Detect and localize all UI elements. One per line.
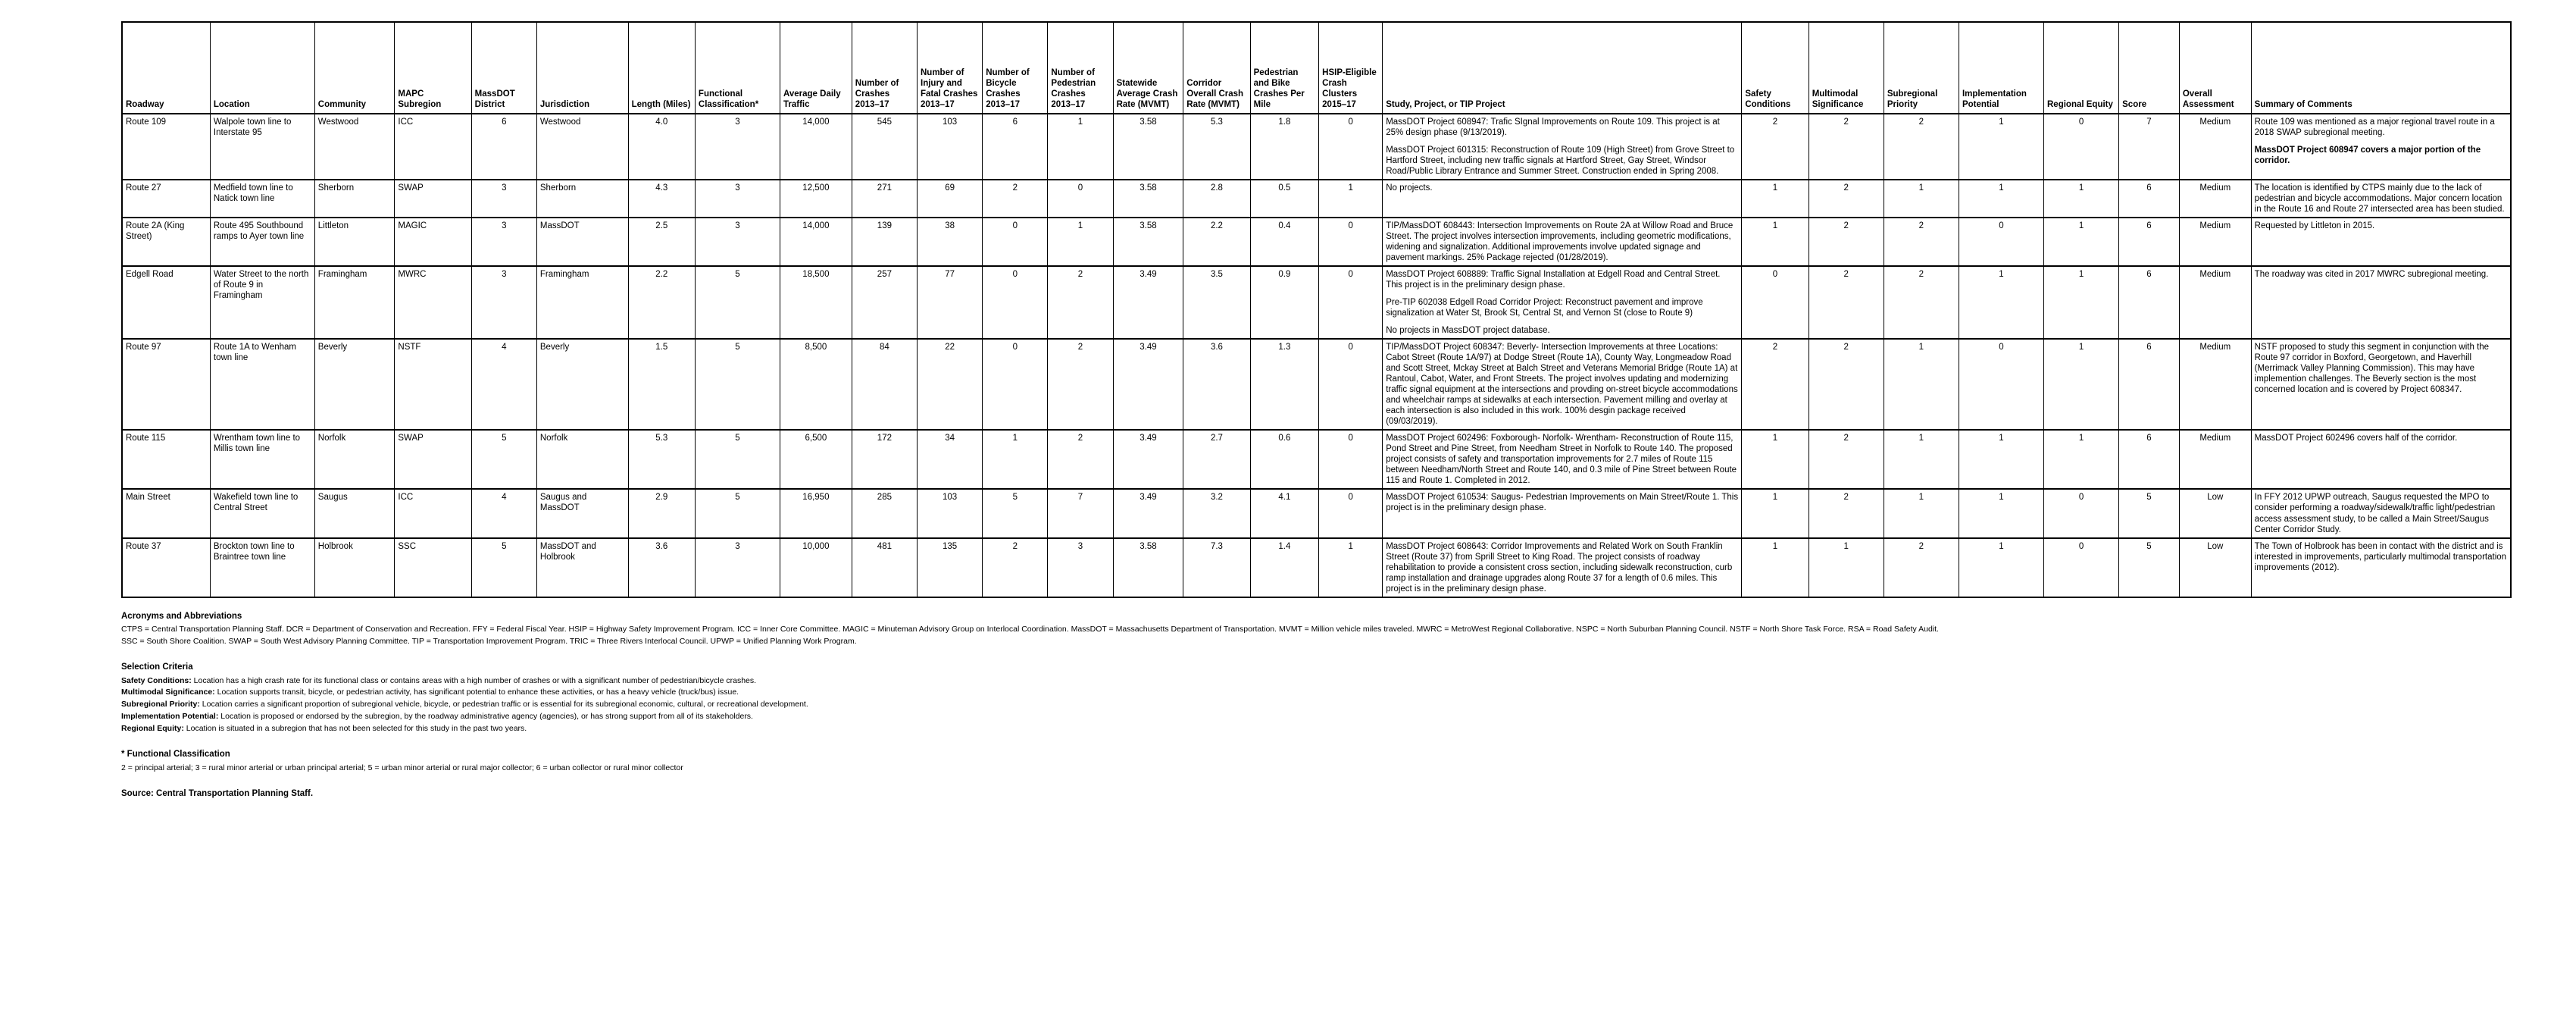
col-header-implementation-potential: Implementation Potential <box>1959 22 2043 114</box>
comment-paragraph: MassDOT Project 608947 covers a major portion of the corridor. <box>2254 146 2481 166</box>
cell-subregion: MWRC <box>395 266 471 339</box>
cell-hsip-clusters: 0 <box>1319 339 1383 430</box>
cell-pedbike-per-mile: 1.8 <box>1250 114 1319 180</box>
cell-bicycle: 6 <box>983 114 1048 180</box>
cell-pedbike-per-mile: 1.4 <box>1250 538 1319 597</box>
criterion-label: Safety Conditions: <box>121 675 192 685</box>
cell-safety: 1 <box>1742 538 1809 597</box>
cell-hsip-clusters: 0 <box>1319 114 1383 180</box>
cell-pedestrian: 2 <box>1048 430 1113 489</box>
cell-location: Walpole town line to Interstate 95 <box>210 114 314 180</box>
cell-corridor-rate: 5.3 <box>1183 114 1250 180</box>
cell-jurisdiction: Norfolk <box>536 430 628 489</box>
cell-roadway: Route 2A (King Street) <box>122 218 210 266</box>
col-header-average-daily-traffic: Average Daily Traffic <box>780 22 852 114</box>
cell-injury-fatal: 103 <box>918 114 983 180</box>
cell-multimodal: 2 <box>1809 339 1884 430</box>
project-paragraph: MassDOT Project 602496: Foxborough- Norfolk- Wrentham- Reconstruction of Route 115, Pond Street and Pine Street, from Needham Street in Norfolk to Route 140. The proposed project consists of safety and transportation improvements for 2.7 miles of Route 115 between Needham/North Street and Route 140, and 0.3 mile of Pine Street between Route 115 and Route 1. Completed in 2012. <box>1386 434 1737 486</box>
cell-injury-fatal: 103 <box>918 489 983 537</box>
col-header-pedestrian-crashes: Number of Pedestrian Crashes 2013–17 <box>1048 22 1113 114</box>
col-header-roadway: Roadway <box>122 22 210 114</box>
cell-subpriority: 1 <box>1884 180 1959 218</box>
comment-paragraph: Route 109 was mentioned as a major regional travel route in a 2018 SWAP subregional meeting. <box>2254 117 2495 138</box>
cell-district: 5 <box>471 538 536 597</box>
cell-func-class: 5 <box>695 339 780 430</box>
cell-overall: Medium <box>2179 339 2251 430</box>
col-header-regional-equity: Regional Equity <box>2044 22 2119 114</box>
cell-statewide-rate: 3.49 <box>1113 339 1183 430</box>
cell-jurisdiction: MassDOT <box>536 218 628 266</box>
cell-summary-of-comments <box>2251 266 2511 339</box>
source-line: Source: Central Transportation Planning Staff. <box>121 789 314 799</box>
cell-subpriority: 2 <box>1884 538 1959 597</box>
cell-location: Route 495 Southbound ramps to Ayer town line <box>210 218 314 266</box>
criterion-label: Subregional Priority: <box>121 700 200 709</box>
cell-regional-equity: 1 <box>2044 430 2119 489</box>
cell-summary-of-comments <box>2251 339 2511 430</box>
cell-community: Framingham <box>314 266 395 339</box>
acronyms-line-1: CTPS = Central Transportation Planning Staff. DCR = Department of Conservation and Recreation. FFY = Federal Fiscal Year. HSIP = Highway Safety Improvement Program. ICC = Inner Core Committee. MAGIC = Minuteman Advisory Group on Interlocal Coordination. MassDOT = Massachusetts Department of Transportation. MVMT = Million vehicle miles traveled. MWRC = MetroWest Regional Collaborative. NSPC = North Suburban Planning Council. NSTF = North Shore Task Force. RSA = Road Safety Audit. <box>121 624 1939 634</box>
cell-safety: 1 <box>1742 180 1809 218</box>
col-header-pedestrian-bike-crashes-per-mile: Pedestrian and Bike Crashes Per Mile <box>1250 22 1319 114</box>
cell-injury-fatal: 135 <box>918 538 983 597</box>
col-header-score: Score <box>2119 22 2180 114</box>
cell-injury-fatal: 34 <box>918 430 983 489</box>
cell-func-class: 3 <box>695 218 780 266</box>
cell-multimodal: 2 <box>1809 218 1884 266</box>
criterion-line <box>121 675 2515 688</box>
cell-crashes: 285 <box>852 489 917 537</box>
cell-adt: 8,500 <box>780 339 852 430</box>
cell-score: 6 <box>2119 180 2180 218</box>
cell-statewide-rate: 3.49 <box>1113 489 1183 537</box>
cell-safety: 1 <box>1742 430 1809 489</box>
header-row <box>122 22 2511 114</box>
cell-summary-of-comments <box>2251 180 2511 218</box>
cell-corridor-rate: 3.2 <box>1183 489 1250 537</box>
cell-location: Medfield town line to Natick town line <box>210 180 314 218</box>
selection-criteria-list <box>121 675 2515 735</box>
spacer-3 <box>121 774 2515 788</box>
cell-crashes: 481 <box>852 538 917 597</box>
cell-func-class: 3 <box>695 538 780 597</box>
cell-subregion: MAGIC <box>395 218 471 266</box>
cell-crashes: 172 <box>852 430 917 489</box>
cell-district: 4 <box>471 489 536 537</box>
cell-subregion: SSC <box>395 538 471 597</box>
cell-implementation: 1 <box>1959 180 2043 218</box>
cell-overall: Medium <box>2179 114 2251 180</box>
cell-subregion: ICC <box>395 489 471 537</box>
cell-pedestrian: 0 <box>1048 180 1113 218</box>
cell-length: 1.5 <box>628 339 695 430</box>
cell-community: Holbrook <box>314 538 395 597</box>
cell-community: Beverly <box>314 339 395 430</box>
cell-study-project <box>1383 218 1742 266</box>
cell-study-project <box>1383 180 1742 218</box>
table-row <box>122 266 2511 339</box>
col-header-overall-assessment: Overall Assessment <box>2179 22 2251 114</box>
project-paragraph: MassDOT Project 608643: Corridor Improvements and Related Work on South Franklin Street (Route 37) from Sprill Street to King Road. The project consists of roadway rehabilitation to provide a consistent cross section, including sidewalk reconstruction, curb ramp installation and drainage upgrades along Route 37 for a length of 0.6 miles. This project is in the preliminary design phase. <box>1386 541 1733 594</box>
cell-overall: Medium <box>2179 180 2251 218</box>
cell-length: 2.9 <box>628 489 695 537</box>
footnotes-section <box>121 610 2515 801</box>
cell-location: Wrentham town line to Millis town line <box>210 430 314 489</box>
cell-overall: Medium <box>2179 218 2251 266</box>
cell-length: 4.0 <box>628 114 695 180</box>
cell-crashes: 271 <box>852 180 917 218</box>
functional-classification-heading: * Functional Classification <box>121 750 230 760</box>
table-row <box>122 538 2511 597</box>
cell-score: 6 <box>2119 339 2180 430</box>
spacer-1 <box>121 647 2515 661</box>
cell-pedbike-per-mile: 0.5 <box>1250 180 1319 218</box>
cell-pedestrian: 2 <box>1048 266 1113 339</box>
cell-community: Norfolk <box>314 430 395 489</box>
cell-jurisdiction: Framingham <box>536 266 628 339</box>
cell-roadway: Route 115 <box>122 430 210 489</box>
cell-implementation: 1 <box>1959 489 2043 537</box>
cell-implementation: 1 <box>1959 114 2043 180</box>
criterion-line <box>121 687 2515 699</box>
cell-community: Sherborn <box>314 180 395 218</box>
cell-length: 2.2 <box>628 266 695 339</box>
cell-length: 4.3 <box>628 180 695 218</box>
criterion-label: Regional Equity: <box>121 723 184 733</box>
comment-paragraph: NSTF proposed to study this segment in conjunction with the Route 97 corridor in Boxford, Georgetown, and Haverhill (Merrimack Valley Planning Commission). This may have implemention challenges. The Beverly section is the most concerned location and is covered by Project 608347. <box>2254 343 2490 395</box>
cell-subpriority: 1 <box>1884 339 1959 430</box>
cell-bicycle: 0 <box>983 218 1048 266</box>
comment-paragraph: In FFY 2012 UPWP outreach, Saugus requested the MPO to consider performing a roadway/sidewalk/traffic light/pedestrian access assessment study, to be called a Main Street/Saugus Center Corridor Study. <box>2254 493 2496 534</box>
table-row <box>122 339 2511 430</box>
cell-hsip-clusters: 1 <box>1319 180 1383 218</box>
cell-corridor-rate: 7.3 <box>1183 538 1250 597</box>
cell-statewide-rate: 3.49 <box>1113 266 1183 339</box>
cell-study-project <box>1383 489 1742 537</box>
acronyms-line-2: SSC = South Shore Coalition. SWAP = South West Advisory Planning Committee. TIP = Transportation Improvement Program. TRIC = Three Rivers Interlocal Council. UPWP = Unified Planning Work Program. <box>121 636 857 646</box>
cell-implementation: 0 <box>1959 218 2043 266</box>
cell-study-project <box>1383 430 1742 489</box>
cell-safety: 1 <box>1742 218 1809 266</box>
cell-jurisdiction: MassDOT and Holbrook <box>536 538 628 597</box>
criterion-text: Location carries a significant proportion of subregional vehicle, bicycle, or pedestrian traffic or is essential for its subregional economic, cultural, or recreational development. <box>199 700 808 709</box>
cell-study-project <box>1383 114 1742 180</box>
cell-multimodal: 2 <box>1809 180 1884 218</box>
cell-community: Littleton <box>314 218 395 266</box>
cell-corridor-rate: 2.2 <box>1183 218 1250 266</box>
cell-multimodal: 2 <box>1809 266 1884 339</box>
cell-subregion: SWAP <box>395 430 471 489</box>
cell-injury-fatal: 22 <box>918 339 983 430</box>
project-paragraph: MassDOT Project 608889: Traffic Signal Installation at Edgell Road and Central Street. This project is in the preliminary design phase. <box>1386 270 1721 290</box>
col-header-jurisdiction: Jurisdiction <box>536 22 628 114</box>
cell-overall: Medium <box>2179 430 2251 489</box>
comment-paragraph: The Town of Holbrook has been in contact with the district and is interested in improvements, particularly multimodal transportation improvements (2012). <box>2254 541 2507 572</box>
cell-location: Brockton town line to Braintree town line <box>210 538 314 597</box>
col-header-safety-conditions: Safety Conditions <box>1742 22 1809 114</box>
cell-injury-fatal: 38 <box>918 218 983 266</box>
project-paragraph: TIP/MassDOT 608443: Intersection Improvements on Route 2A at Willow Road and Bruce Street. The project involves intersection improvements, including geometric modifications, widening and signalization. Additional improvements involve updated signage and pavement markings. 25% Package rejected (01/28/2019). <box>1386 221 1733 263</box>
cell-bicycle: 0 <box>983 266 1048 339</box>
cell-length: 5.3 <box>628 430 695 489</box>
cell-summary-of-comments <box>2251 218 2511 266</box>
cell-roadway: Edgell Road <box>122 266 210 339</box>
cell-bicycle: 2 <box>983 180 1048 218</box>
corridor-selection-table <box>121 21 2512 598</box>
cell-func-class: 5 <box>695 489 780 537</box>
cell-score: 5 <box>2119 489 2180 537</box>
table-row <box>122 180 2511 218</box>
project-paragraph: MassDOT Project 608947: Trafic SIgnal Improvements on Route 109. This project is at 25% design phase (9/13/2019). <box>1386 117 1720 138</box>
cell-safety: 1 <box>1742 489 1809 537</box>
col-header-massdot-district: MassDOT District <box>471 22 536 114</box>
cell-location: Route 1A to Wenham town line <box>210 339 314 430</box>
table-row <box>122 218 2511 266</box>
col-header-statewide-average-crash-rate: Statewide Average Crash Rate (MVMT) <box>1113 22 1183 114</box>
cell-adt: 6,500 <box>780 430 852 489</box>
cell-district: 3 <box>471 266 536 339</box>
project-paragraph: MassDOT Project 610534: Saugus- Pedestrian Improvements on Main Street/Route 1. This project is in the preliminary design phase. <box>1386 493 1739 513</box>
cell-study-project <box>1383 266 1742 339</box>
selection-criteria-heading: Selection Criteria <box>121 662 193 672</box>
cell-length: 2.5 <box>628 218 695 266</box>
criterion-text: Location is proposed or endorsed by the subregion, by the roadway administrative agency (agencies), or has strong support from all of its stakeholders. <box>218 711 753 721</box>
cell-crashes: 139 <box>852 218 917 266</box>
cell-subpriority: 2 <box>1884 114 1959 180</box>
cell-multimodal: 2 <box>1809 489 1884 537</box>
cell-score: 6 <box>2119 430 2180 489</box>
cell-location: Water Street to the north of Route 9 in Framingham <box>210 266 314 339</box>
cell-implementation: 0 <box>1959 339 2043 430</box>
cell-implementation: 1 <box>1959 538 2043 597</box>
cell-score: 7 <box>2119 114 2180 180</box>
criterion-line <box>121 711 2515 723</box>
cell-bicycle: 0 <box>983 339 1048 430</box>
cell-roadway: Route 27 <box>122 180 210 218</box>
cell-multimodal: 2 <box>1809 114 1884 180</box>
cell-injury-fatal: 77 <box>918 266 983 339</box>
project-paragraph: Pre-TIP 602038 Edgell Road Corridor Project: Reconstruct pavement and improve signalization at Water St, Brook St, Central St, and Vernon St (close to Route 9) <box>1386 298 1703 318</box>
cell-jurisdiction: Beverly <box>536 339 628 430</box>
cell-func-class: 5 <box>695 266 780 339</box>
cell-summary-of-comments <box>2251 489 2511 537</box>
cell-hsip-clusters: 0 <box>1319 489 1383 537</box>
criterion-text: Location has a high crash rate for its functional class or contains areas with a high number of crashes or with a significant number of pedestrian/bicycle crashes. <box>191 675 757 685</box>
cell-statewide-rate: 3.58 <box>1113 114 1183 180</box>
cell-hsip-clusters: 0 <box>1319 266 1383 339</box>
cell-statewide-rate: 3.58 <box>1113 538 1183 597</box>
cell-crashes: 257 <box>852 266 917 339</box>
cell-corridor-rate: 2.7 <box>1183 430 1250 489</box>
cell-summary-of-comments <box>2251 538 2511 597</box>
cell-multimodal: 2 <box>1809 430 1884 489</box>
cell-study-project <box>1383 538 1742 597</box>
col-header-injury-fatal-crashes: Number of Injury and Fatal Crashes 2013–17 <box>918 22 983 114</box>
cell-safety: 2 <box>1742 339 1809 430</box>
cell-score: 5 <box>2119 538 2180 597</box>
cell-regional-equity: 1 <box>2044 180 2119 218</box>
cell-overall: Medium <box>2179 266 2251 339</box>
cell-regional-equity: 1 <box>2044 339 2119 430</box>
comment-paragraph: The location is identified by CTPS mainly due to the lack of pedestrian and bicycle accommodations. Major concern location in the Route 16 and Route 27 intersected area has been studied. <box>2254 183 2505 215</box>
project-paragraph: TIP/MassDOT Project 608347: Beverly- Intersection Improvements at three Locations: Cabot Street (Route 1A/97) at Dodge Street (Route 1A), County Way, Longmeadow Road and Scott Street, Mckay Street at Balch Street and Veterans Memorial Bridge (Route 1A) at Rantoul, Cabot, Water, and Front Streets. The project involves updating and modernizing traffic signal equipment at the intersections and provding on-street bicycle accommodations and wheelchair ramps at sidewalks at each intersection. Pavement milling and overlay at each intersection is also included in this work. 100% desgin package received (09/03/2019). <box>1386 343 1738 427</box>
col-header-summary-of-comments: Summary of Comments <box>2251 22 2511 114</box>
cell-community: Westwood <box>314 114 395 180</box>
cell-adt: 14,000 <box>780 218 852 266</box>
cell-district: 4 <box>471 339 536 430</box>
criterion-label: Implementation Potential: <box>121 711 219 721</box>
col-header-functional-classification: Functional Classification* <box>695 22 780 114</box>
project-paragraph: MassDOT Project 601315: Reconstruction of Route 109 (High Street) from Grove Street to Hartford Street, including new traffic signals at Hartford Street, Gay Street, Windsor Road/Public Library Entrance and Summer Street. Construction ended in Spring 2008. <box>1386 146 1735 177</box>
cell-adt: 12,500 <box>780 180 852 218</box>
cell-pedbike-per-mile: 0.6 <box>1250 430 1319 489</box>
comment-paragraph: MassDOT Project 602496 covers half of the corridor. <box>2254 434 2458 443</box>
cell-bicycle: 2 <box>983 538 1048 597</box>
cell-func-class: 3 <box>695 114 780 180</box>
criterion-text: Location supports transit, bicycle, or pedestrian activity, has significant potential to enhance these activities, or has a heavy vehicle (truck/bus) issue. <box>214 688 739 697</box>
cell-district: 6 <box>471 114 536 180</box>
comment-paragraph: The roadway was cited in 2017 MWRC subregional meeting. <box>2254 270 2489 280</box>
cell-regional-equity: 0 <box>2044 114 2119 180</box>
cell-adt: 16,950 <box>780 489 852 537</box>
cell-corridor-rate: 2.8 <box>1183 180 1250 218</box>
cell-pedestrian: 3 <box>1048 538 1113 597</box>
cell-corridor-rate: 3.5 <box>1183 266 1250 339</box>
cell-district: 3 <box>471 218 536 266</box>
cell-regional-equity: 1 <box>2044 218 2119 266</box>
cell-pedbike-per-mile: 4.1 <box>1250 489 1319 537</box>
cell-injury-fatal: 69 <box>918 180 983 218</box>
col-header-hsip-eligible-crash-clusters: HSIP-Eligible Crash Clusters 2015–17 <box>1319 22 1383 114</box>
cell-func-class: 5 <box>695 430 780 489</box>
cell-corridor-rate: 3.6 <box>1183 339 1250 430</box>
cell-district: 3 <box>471 180 536 218</box>
cell-multimodal: 1 <box>1809 538 1884 597</box>
col-header-multimodal-significance: Multimodal Significance <box>1809 22 1884 114</box>
cell-score: 6 <box>2119 218 2180 266</box>
cell-roadway: Route 109 <box>122 114 210 180</box>
cell-pedestrian: 1 <box>1048 114 1113 180</box>
cell-subregion: NSTF <box>395 339 471 430</box>
cell-adt: 18,500 <box>780 266 852 339</box>
criterion-text: Location is situated in a subregion that has not been selected for this study in the past two years. <box>183 723 527 733</box>
col-header-location: Location <box>210 22 314 114</box>
col-header-corridor-overall-crash-rate: Corridor Overall Crash Rate (MVMT) <box>1183 22 1250 114</box>
table-row <box>122 489 2511 537</box>
cell-pedestrian: 2 <box>1048 339 1113 430</box>
table-row <box>122 114 2511 180</box>
col-header-bicycle-crashes: Number of Bicycle Crashes 2013–17 <box>983 22 1048 114</box>
cell-subpriority: 1 <box>1884 489 1959 537</box>
criterion-label: Multimodal Significance: <box>121 688 215 697</box>
cell-bicycle: 5 <box>983 489 1048 537</box>
cell-jurisdiction: Westwood <box>536 114 628 180</box>
cell-regional-equity: 0 <box>2044 538 2119 597</box>
cell-overall: Low <box>2179 538 2251 597</box>
cell-overall: Low <box>2179 489 2251 537</box>
cell-hsip-clusters: 1 <box>1319 538 1383 597</box>
cell-crashes: 545 <box>852 114 917 180</box>
cell-length: 3.6 <box>628 538 695 597</box>
cell-regional-equity: 1 <box>2044 266 2119 339</box>
cell-hsip-clusters: 0 <box>1319 430 1383 489</box>
cell-func-class: 3 <box>695 180 780 218</box>
cell-bicycle: 1 <box>983 430 1048 489</box>
col-header-length: Length (Miles) <box>628 22 695 114</box>
cell-roadway: Route 37 <box>122 538 210 597</box>
project-paragraph: No projects in MassDOT project database. <box>1386 326 1550 336</box>
cell-pedestrian: 1 <box>1048 218 1113 266</box>
cell-statewide-rate: 3.58 <box>1113 180 1183 218</box>
cell-implementation: 1 <box>1959 266 2043 339</box>
cell-location: Wakefield town line to Central Street <box>210 489 314 537</box>
cell-statewide-rate: 3.49 <box>1113 430 1183 489</box>
col-header-mapc-subregion: MAPC Subregion <box>395 22 471 114</box>
cell-roadway: Route 97 <box>122 339 210 430</box>
cell-pedbike-per-mile: 0.4 <box>1250 218 1319 266</box>
criterion-line <box>121 723 2515 735</box>
cell-subregion: SWAP <box>395 180 471 218</box>
cell-summary-of-comments <box>2251 430 2511 489</box>
col-header-community: Community <box>314 22 395 114</box>
cell-subpriority: 2 <box>1884 266 1959 339</box>
cell-jurisdiction: Saugus and MassDOT <box>536 489 628 537</box>
col-header-number-of-crashes: Number of Crashes 2013–17 <box>852 22 917 114</box>
col-header-subregional-priority: Subregional Priority <box>1884 22 1959 114</box>
cell-score: 6 <box>2119 266 2180 339</box>
cell-adt: 10,000 <box>780 538 852 597</box>
cell-crashes: 84 <box>852 339 917 430</box>
acronyms-heading: Acronyms and Abbreviations <box>121 611 242 621</box>
cell-hsip-clusters: 0 <box>1319 218 1383 266</box>
cell-pedestrian: 7 <box>1048 489 1113 537</box>
comment-paragraph: Requested by Littleton in 2015. <box>2254 221 2375 231</box>
cell-implementation: 1 <box>1959 430 2043 489</box>
col-header-study-project-tip: Study, Project, or TIP Project <box>1383 22 1742 114</box>
cell-jurisdiction: Sherborn <box>536 180 628 218</box>
spacer-2 <box>121 735 2515 748</box>
cell-adt: 14,000 <box>780 114 852 180</box>
cell-safety: 2 <box>1742 114 1809 180</box>
table-row <box>122 430 2511 489</box>
cell-community: Saugus <box>314 489 395 537</box>
cell-safety: 0 <box>1742 266 1809 339</box>
cell-summary-of-comments <box>2251 114 2511 180</box>
table-body <box>122 114 2511 597</box>
cell-regional-equity: 0 <box>2044 489 2119 537</box>
cell-pedbike-per-mile: 1.3 <box>1250 339 1319 430</box>
cell-roadway: Main Street <box>122 489 210 537</box>
cell-subpriority: 1 <box>1884 430 1959 489</box>
cell-statewide-rate: 3.58 <box>1113 218 1183 266</box>
table-header <box>122 22 2511 114</box>
cell-subregion: ICC <box>395 114 471 180</box>
cell-study-project <box>1383 339 1742 430</box>
cell-district: 5 <box>471 430 536 489</box>
cell-pedbike-per-mile: 0.9 <box>1250 266 1319 339</box>
project-paragraph: No projects. <box>1386 183 1433 193</box>
functional-classification-text: 2 = principal arterial; 3 = rural minor arterial or urban principal arterial; 5 = urban minor arterial or rural major collector; 6 = urban collector or rural minor collector <box>121 763 683 772</box>
criterion-line <box>121 699 2515 711</box>
cell-subpriority: 2 <box>1884 218 1959 266</box>
